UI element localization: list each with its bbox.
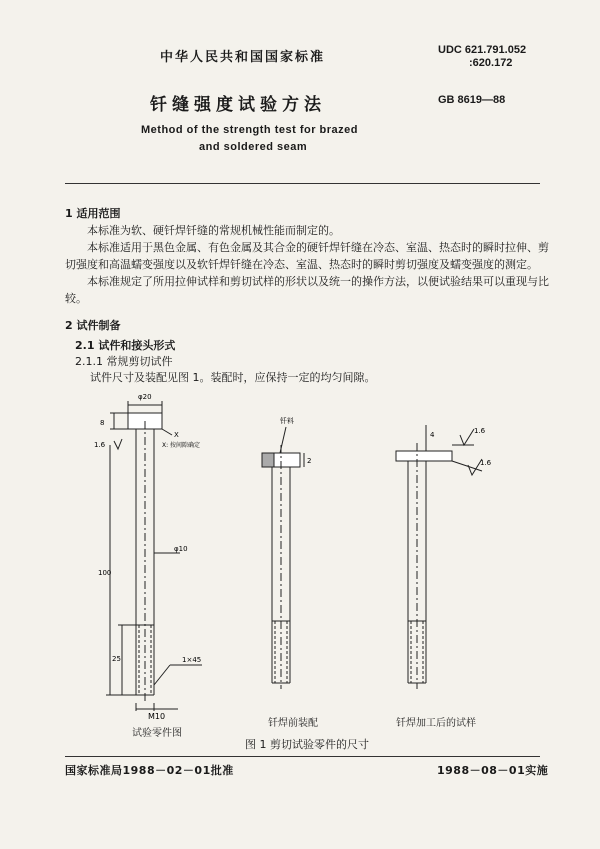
footer-divider [65, 756, 540, 757]
udc-number: UDC 621.791.052 [438, 44, 527, 56]
roughness-symbol-a [114, 439, 122, 449]
figure-1-title: 图 1 剪切试验零件的尺寸 [245, 738, 369, 751]
national-standard-heading: 中华人民共和国国家标准 [160, 50, 326, 65]
section-2-1-heading: 2.1 试件和接头形式 [75, 339, 176, 352]
roughness-symbol-c1 [460, 429, 474, 445]
header-divider [65, 183, 540, 184]
section-1-paragraph-2a: 本标准适用于黑色金属、有色金属及其合金的硬钎焊钎缝在冷态、室温、热态时的瞬时拉伸、剪 [87, 241, 549, 254]
dim-100: 100 [98, 569, 112, 577]
dim-8: 8 [100, 419, 105, 427]
approval-date: 国家标准局1988－02－01批准 [65, 764, 234, 777]
udc-number-continued: :620.172 [469, 57, 513, 69]
section-1-heading: 1 适用范围 [65, 207, 121, 220]
roughness-c1-value: 1.6 [474, 427, 486, 435]
label-solder: 钎料 [280, 417, 294, 425]
part-c-head [396, 451, 452, 461]
section-1-paragraph-2b: 切强度和高温蠕变强度以及软钎焊钎缝在冷态、室温、热态时的瞬时剪切强度及蠕变强度的测定。 [65, 258, 538, 271]
gb-number: GB 8619—88 [438, 94, 506, 106]
section-1-paragraph-3b: 较。 [65, 292, 87, 305]
note-x-gap: X: 按间隙确定 [162, 442, 201, 449]
dim-thread-m10: M10 [148, 712, 166, 721]
section-2-1-1-heading: 2.1.1 常规剪切试件 [75, 355, 173, 368]
dim-x-tolerance: X [174, 431, 179, 439]
dim-4: 4 [430, 431, 435, 439]
effective-date: 1988－08－01实施 [437, 764, 549, 777]
part-b-solder [262, 453, 274, 467]
dim-phi20: φ20 [138, 393, 152, 401]
section-2-1-1-text: 试件尺寸及装配见图 1。装配时，应保持一定的均匀间隙。 [90, 371, 376, 384]
leader-solder [280, 427, 286, 453]
roughness-a-value: 1.6 [94, 441, 106, 449]
leader-chamfer [154, 665, 170, 685]
caption-part-c: 钎焊加工后的试样 [396, 718, 476, 729]
roughness-c2-value: 1.6 [480, 459, 492, 467]
title-english-line1: Method of the strength test for brazed [141, 124, 358, 136]
dim-chamfer: 1×45 [182, 656, 202, 664]
section-1-paragraph-1: 本标准为软、硬钎焊钎缝的常规机械性能而制定的。 [87, 224, 340, 237]
dim-phi10: φ10 [174, 545, 188, 553]
section-1-paragraph-3a: 本标准规定了所用拉伸试样和剪切试样的形状以及统一的操作方法，以便试验结果可以重现与比 [87, 275, 549, 288]
title-chinese: 钎缝强度试验方法 [150, 95, 326, 115]
caption-part-a: 试验零件图 [132, 728, 182, 739]
figure-1-drawing [90, 385, 530, 725]
dim-25: 25 [112, 655, 121, 663]
section-2-heading: 2 试件制备 [65, 319, 121, 332]
title-english-line2: and soldered seam [199, 141, 308, 153]
caption-part-b: 钎焊前装配 [268, 718, 318, 729]
dim-2: 2 [307, 457, 312, 465]
